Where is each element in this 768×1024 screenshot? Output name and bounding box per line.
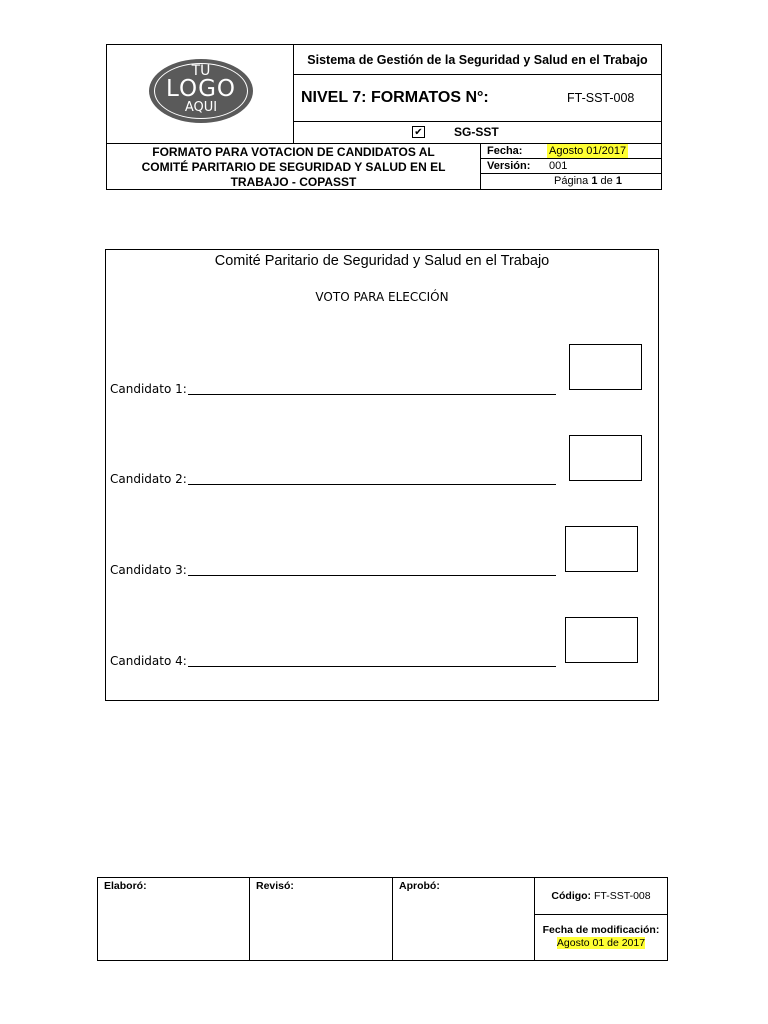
reviso-label: Revisó: [256,880,294,892]
candidate-1-label: Candidato 1: [110,382,187,396]
fecha-mod-label: Fecha de modificación: [542,924,660,936]
candidate-4-vote-box[interactable] [565,617,638,663]
aprobo-label: Aprobó: [399,880,440,892]
document-header-table [106,44,662,190]
logo-text-line1: TU [191,63,211,79]
candidate-4-line[interactable] [188,666,556,667]
ballot-box [105,249,659,701]
candidate-2-vote-box[interactable] [569,435,642,481]
format-title-line3: TRABAJO - COPASST [230,175,357,189]
page-row [481,173,661,189]
format-title-line1: FORMATO PARA VOTACION DE CANDIDATOS AL [152,145,435,159]
document-footer-table [97,877,668,961]
ballot-subtitle: VOTO PARA ELECCIÓN [315,290,449,304]
candidate-2-label: Candidato 2: [110,472,187,486]
system-title: Sistema de Gestión de la Seguridad y Salud en el Trabajo [294,45,661,75]
logo-cell [107,45,294,143]
candidate-4-label: Candidato 4: [110,654,187,668]
candidate-3-vote-box[interactable] [565,526,638,572]
codigo-value: FT-SST-008 [593,890,651,902]
fecha-modificacion-cell [535,914,667,960]
codigo-cell [535,878,667,914]
sg-sst-checkbox[interactable]: ✔ [412,126,425,138]
version-value: 001 [549,160,568,172]
elaboro-label: Elaboró: [104,880,147,892]
logo-text-line2: LOGO [165,76,237,102]
aprobo-cell[interactable] [393,878,535,960]
version-row [481,158,661,173]
candidate-2-line[interactable] [188,484,556,485]
sg-sst-label: SG-SST [454,125,499,139]
format-code: FT-SST-008 [567,91,635,105]
candidate-1-line[interactable] [188,394,556,395]
page-total: 1 [615,175,622,187]
level-title: NIVEL 7: FORMATOS N°: [301,89,489,106]
format-title [107,143,481,189]
company-logo [149,59,253,123]
candidate-3-line[interactable] [188,575,556,576]
fecha-row [481,143,661,158]
reviso-cell[interactable] [250,878,393,960]
ballot-title: Comité Paritario de Seguridad y Salud en el Trabajo [214,253,550,269]
fecha-label: Fecha: [487,145,523,157]
page-prefix: Página [554,175,589,187]
fecha-value: Agosto 01/2017 [549,145,627,157]
codigo-label: Código: [551,890,592,902]
page-of: de [600,175,613,187]
page-current: 1 [591,175,598,187]
elaboro-cell[interactable] [98,878,250,960]
fecha-mod-value: Agosto 01 de 2017 [556,937,646,949]
version-label: Versión: [487,160,531,172]
logo-text-line3: AQUI [184,100,218,115]
candidate-3-label: Candidato 3: [110,563,187,577]
sg-sst-row [294,121,661,143]
candidate-1-vote-box[interactable] [569,344,642,390]
format-title-line2: COMITÉ PARITARIO DE SEGURIDAD Y SALUD EN EL [141,160,446,174]
